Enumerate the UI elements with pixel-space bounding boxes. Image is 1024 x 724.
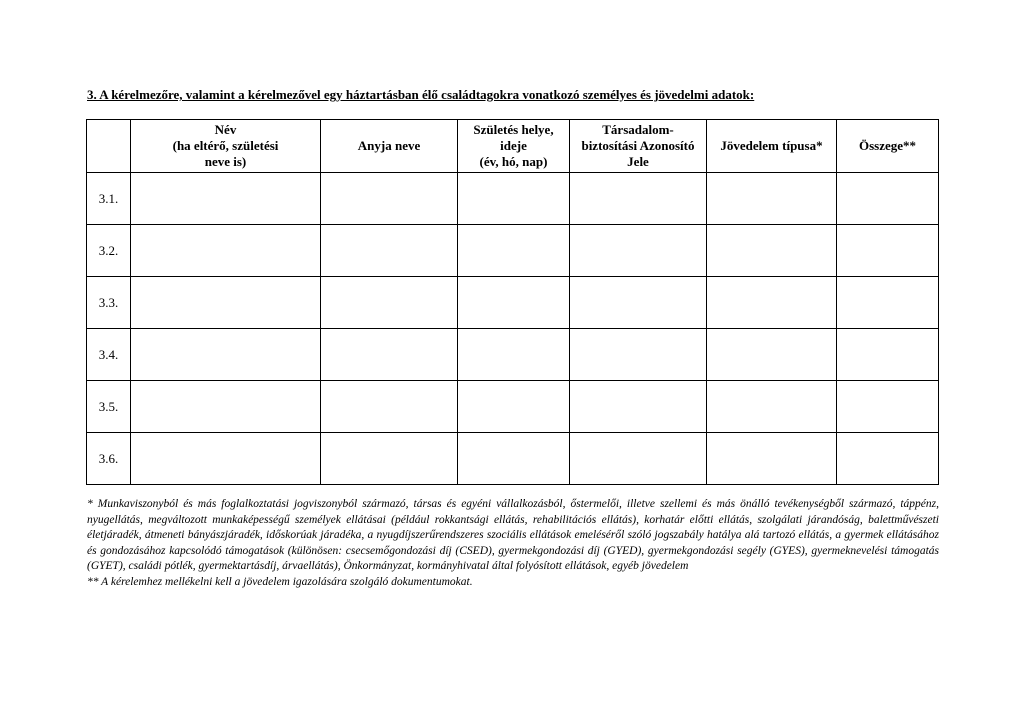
osszege-cell[interactable] bbox=[837, 173, 939, 225]
szuletes-cell[interactable] bbox=[458, 225, 570, 277]
header-anyja-neve: Anyja neve bbox=[321, 120, 458, 173]
personal-income-table bbox=[86, 119, 939, 485]
header-taj: Társadalom- biztosítási Azonosító Jele bbox=[570, 120, 707, 173]
nev-cell[interactable] bbox=[131, 277, 321, 329]
szuletes-cell[interactable] bbox=[458, 381, 570, 433]
nev-cell[interactable] bbox=[131, 173, 321, 225]
taj-cell[interactable] bbox=[570, 329, 707, 381]
jovedelem-tipusa-cell[interactable] bbox=[707, 329, 837, 381]
header-szuletes: Születés helye, ideje (év, hó, nap) bbox=[458, 120, 570, 173]
jovedelem-tipusa-cell[interactable] bbox=[707, 381, 837, 433]
osszege-cell[interactable] bbox=[837, 277, 939, 329]
row-number: 3.2. bbox=[87, 225, 131, 277]
header-osszege: Összege** bbox=[837, 120, 939, 173]
jovedelem-tipusa-cell[interactable] bbox=[707, 225, 837, 277]
table-row bbox=[87, 225, 939, 277]
anyja-neve-cell[interactable] bbox=[321, 329, 458, 381]
section-title: 3. A kérelmezőre, valamint a kérelmezővel egy háztartásban élő családtagokra vonatkozó személyes és jövedelmi adatok: bbox=[87, 87, 755, 102]
anyja-neve-cell[interactable] bbox=[321, 225, 458, 277]
jovedelem-tipusa-cell[interactable] bbox=[707, 277, 837, 329]
taj-cell[interactable] bbox=[570, 433, 707, 485]
taj-cell[interactable] bbox=[570, 381, 707, 433]
nev-cell[interactable] bbox=[131, 225, 321, 277]
nev-cell[interactable] bbox=[131, 381, 321, 433]
row-number: 3.1. bbox=[87, 173, 131, 225]
table-row bbox=[87, 381, 939, 433]
szuletes-cell[interactable] bbox=[458, 329, 570, 381]
jovedelem-tipusa-cell[interactable] bbox=[707, 433, 837, 485]
osszege-cell[interactable] bbox=[837, 329, 939, 381]
footnotes bbox=[87, 497, 939, 591]
szuletes-cell[interactable] bbox=[458, 173, 570, 225]
header-nev: Név (ha eltérő, születési neve is) bbox=[131, 120, 321, 173]
szuletes-cell[interactable] bbox=[458, 433, 570, 485]
taj-cell[interactable] bbox=[570, 173, 707, 225]
anyja-neve-cell[interactable] bbox=[321, 381, 458, 433]
anyja-neve-cell[interactable] bbox=[321, 433, 458, 485]
footnote-income-types: * Munkaviszonyból és más foglalkoztatási jogviszonyból származó, társas és egyéni vállalkozásból, őstermelői, illetve szellemi és más önálló tevékenységből származó, táppénz, nyugellátás, megváltozott munkaképességű személyek ellátásai (például rokkantsági ellátás, rehabilitációs ellátás), korhatár előtti ellátás, szolgálati járandóság, balettművészeti életjáradék, átmeneti bányászjáradék, időskorúak járadéka, a nyugdíjszerűrendszeres szociális ellátások emeléséről szóló jogszabály hatálya alá tartozó ellátás, a gyermek ellátásához és gondozásához kapcsolódó támogatások (különösen: csecsemőgondozási díj (CSED), gyermekgondozási díj (GYED), gyermekgondozási segély (GYES), gyermeknevelési támogatás (GYET), családi pótlék, gyermektartásdíj, árvaellátás), Önkormányzat, kormányhivatal által folyósított ellátások, egyéb jövedelem bbox=[87, 498, 939, 573]
osszege-cell[interactable] bbox=[837, 381, 939, 433]
table-row bbox=[87, 329, 939, 381]
row-number: 3.5. bbox=[87, 381, 131, 433]
footnote-attachments: ** A kérelemhez mellékelni kell a jövedelem igazolására szolgáló dokumentumokat. bbox=[87, 575, 473, 588]
row-number: 3.4. bbox=[87, 329, 131, 381]
osszege-cell[interactable] bbox=[837, 433, 939, 485]
row-number: 3.6. bbox=[87, 433, 131, 485]
table-row bbox=[87, 277, 939, 329]
nev-cell[interactable] bbox=[131, 329, 321, 381]
jovedelem-tipusa-cell[interactable] bbox=[707, 173, 837, 225]
table-row bbox=[87, 433, 939, 485]
anyja-neve-cell[interactable] bbox=[321, 173, 458, 225]
table-header-row bbox=[87, 120, 939, 173]
szuletes-cell[interactable] bbox=[458, 277, 570, 329]
row-number: 3.3. bbox=[87, 277, 131, 329]
anyja-neve-cell[interactable] bbox=[321, 277, 458, 329]
taj-cell[interactable] bbox=[570, 225, 707, 277]
taj-cell[interactable] bbox=[570, 277, 707, 329]
osszege-cell[interactable] bbox=[837, 225, 939, 277]
table-row bbox=[87, 173, 939, 225]
nev-cell[interactable] bbox=[131, 433, 321, 485]
header-jovedelem-tipusa: Jövedelem típusa* bbox=[707, 120, 837, 173]
header-rownum bbox=[87, 120, 131, 173]
